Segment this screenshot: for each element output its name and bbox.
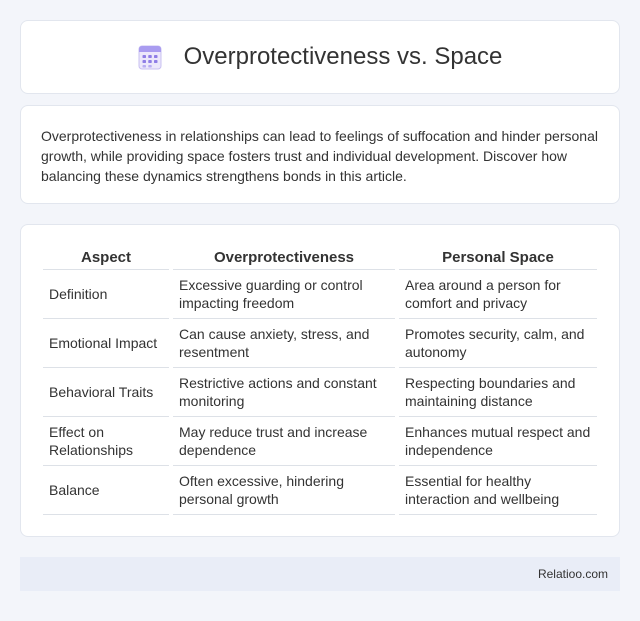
row-personal-space: Enhances mutual respect and independence — [399, 417, 597, 466]
row-aspect: Emotional Impact — [43, 319, 169, 368]
row-overprotectiveness: Can cause anxiety, stress, and resentment — [173, 319, 395, 368]
row-personal-space: Promotes security, calm, and autonomy — [399, 319, 597, 368]
calendar-grid-icon — [138, 44, 162, 70]
row-aspect: Effect on Relationships — [43, 417, 169, 466]
table-row — [43, 417, 597, 466]
row-aspect: Behavioral Traits — [43, 368, 169, 417]
table-row — [43, 270, 597, 319]
row-personal-space: Area around a person for comfort and privacy — [399, 270, 597, 319]
footer-brand[interactable]: Relatioo.com — [537, 567, 608, 581]
row-overprotectiveness: May reduce trust and increase dependence — [173, 417, 395, 466]
row-aspect: Definition — [43, 270, 169, 319]
title-card — [20, 20, 620, 94]
comparison-card — [20, 224, 620, 537]
row-aspect: Balance — [43, 466, 169, 515]
row-personal-space: Essential for healthy interaction and wellbeing — [399, 466, 597, 515]
title-wrap — [138, 43, 503, 71]
comparison-table — [39, 243, 601, 515]
header-personal-space: Personal Space — [399, 243, 597, 270]
table-header-row — [43, 243, 597, 270]
intro-card — [20, 105, 620, 204]
row-overprotectiveness: Often excessive, hindering personal growth — [173, 466, 395, 515]
row-personal-space: Respecting boundaries and maintaining distance — [399, 368, 597, 417]
table-row — [43, 466, 597, 515]
table-row — [43, 368, 597, 417]
row-overprotectiveness: Restrictive actions and constant monitoring — [173, 368, 395, 417]
row-overprotectiveness: Excessive guarding or control impacting freedom — [173, 270, 395, 319]
intro-paragraph: Overprotectiveness in relationships can lead to feelings of suffocation and hinder personal growth, while providing space fosters trust and individual development. Discover how balancing these dynamics strengthens bonds in this article. — [41, 128, 598, 184]
footer — [20, 557, 620, 591]
page-title: Overprotectiveness vs. Space — [183, 43, 503, 70]
table-row — [43, 319, 597, 368]
header-aspect: Aspect — [43, 243, 169, 270]
header-overprotectiveness: Overprotectiveness — [173, 243, 395, 270]
